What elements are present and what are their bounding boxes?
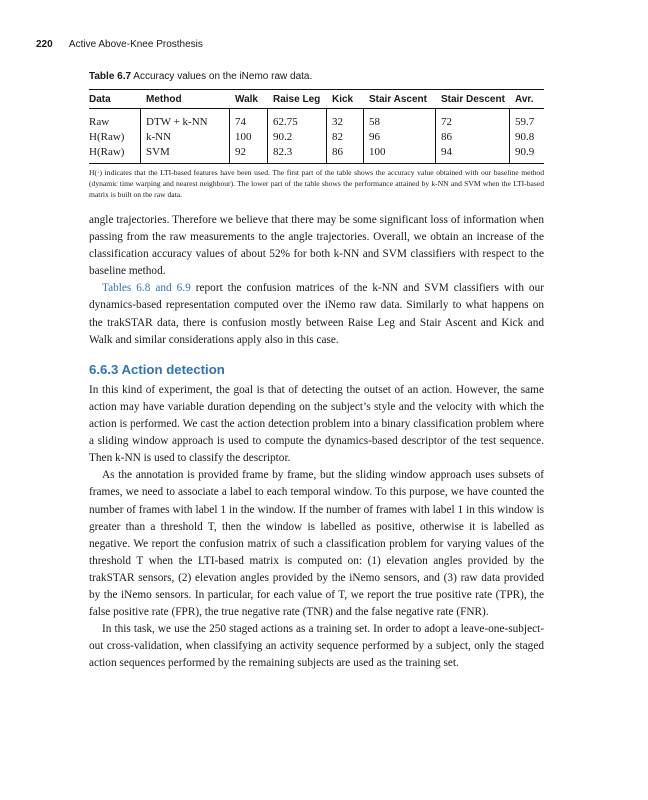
paragraph: As the annotation is provided frame by frame, but the sliding window approach uses subsets of frames, we need to associate a label to each temporal window. To this purpose, we have counted the number of frames with label 1 in the window. If the number of frames with label 1 in this window is greater than a threshold T, then the window is labelled as positive, otherwise it is labelled as negative. We report the confusion matrix of such a classification problem for varying values of the threshold T when the LTI-based matrix is computed on: (1) elevation angles provided by the trakSTAR sensors, (2) elevation angles provided by the iNemo sensors, and (3) raw data provided by the iNemo sensors. In particular, for each value of T, we report the true positive rate (TPR), the false positive rate (FPR), the true negative rate (TNR) and the false negative rate (FNR). — [89, 469, 544, 619]
page-number: 220 — [36, 39, 53, 50]
paragraph — [89, 280, 544, 348]
section-heading: 6.6.3 Action detection — [89, 361, 225, 377]
table-cell: 94 — [441, 145, 452, 158]
table-cell: SVM — [146, 145, 170, 158]
accuracy-table — [89, 89, 544, 200]
column-header: Stair Descent — [441, 94, 505, 106]
table-cell: 72 — [441, 115, 452, 128]
table-cell: 86 — [441, 130, 452, 143]
table-body — [89, 109, 544, 163]
table-row — [89, 114, 544, 129]
table-cell: 86 — [332, 145, 343, 158]
table-caption-text: Accuracy values on the iNemo raw data. — [133, 71, 313, 82]
table-cell: 58 — [369, 115, 380, 128]
paragraph-text: report the confusion matrices of the k-NN and SVM classifiers with our dynamics-based representation computed over the iNemo raw data. Similarly to what happens on the trakSTAR data, there is confusion mostly between Raise Leg and Stair Ascent and Kick and Walk and similar considerations apply also in this case. — [89, 282, 544, 346]
table-cell: 59.7 — [515, 115, 535, 128]
table-cell: 90.8 — [515, 130, 535, 143]
table-cell: H(Raw) — [89, 130, 125, 143]
column-header: Data — [89, 94, 111, 106]
table-cell: H(Raw) — [89, 145, 125, 158]
table-cell: 92 — [235, 145, 246, 158]
table-cell: 96 — [369, 130, 380, 143]
table-cell: k-NN — [146, 130, 172, 143]
table-row — [89, 144, 544, 159]
table-cell: 62.75 — [273, 115, 298, 128]
running-title: Active Above-Knee Prosthesis — [68, 39, 203, 50]
column-header: Raise Leg — [273, 94, 321, 106]
table-cell: 90.9 — [515, 145, 535, 158]
table-cell: 100 — [369, 145, 386, 158]
table-cell: 90.2 — [273, 130, 293, 143]
table-cell: 100 — [235, 130, 252, 143]
table-caption — [89, 71, 312, 82]
table-footnote: H(·) indicates that the LTI-based features have been used. The first part of the table shows the accuracy value obtained with our baseline method (dynamic time warping and nearest neighbour). The lower part of the table shows the performance attained by k-NN and SVM when the LTI-based matrix is built on the raw data. — [89, 168, 544, 200]
table-cell: Raw — [89, 115, 110, 128]
table-bottom-rule — [89, 163, 544, 164]
paragraph: angle trajectories. Therefore we believe that there may be some significant loss of information when passing from the raw measurements to the angle trajectories. Overall, we obtain an increase of the classification accuracy values of about 52% for both k-NN and SVM classifiers with respect to the baseline method. — [89, 214, 544, 278]
column-header: Method — [146, 94, 182, 106]
paragraph: In this kind of experiment, the goal is that of detecting the outset of an action. However, the same action may have variable duration depending on the subject’s style and the velocity with which the action is performed. We cast the action detection problem into a binary classification problem where a sliding window approach is used to compute the dynamics-based descriptor of the test sequence. Then k-NN is used to classify the descriptor. — [89, 383, 544, 465]
paragraph: In this task, we use the 250 staged actions as a training set. In order to adopt a leave-one-subject-out cross-validation, when classifying an activity sequence performed by a subject, only the staged action sequences performed by the remaining subjects are used as the training set. — [89, 623, 544, 670]
table-reference-link[interactable]: Tables 6.8 and 6.9 — [102, 282, 191, 295]
main-text — [89, 212, 544, 672]
table-cell: DTW + k-NN — [146, 115, 208, 128]
column-header: Kick — [332, 94, 354, 106]
table-cell: 82 — [332, 130, 343, 143]
table-header-row — [89, 90, 544, 108]
column-header: Stair Ascent — [369, 94, 427, 106]
table-label: Table 6.7 — [89, 71, 132, 82]
column-header: Walk — [235, 94, 258, 106]
column-header: Avr. — [515, 94, 534, 106]
table-cell: 74 — [235, 115, 246, 128]
table-cell: 82.3 — [273, 145, 293, 158]
table-cell: 32 — [332, 115, 343, 128]
table-row — [89, 129, 544, 144]
running-head — [36, 39, 203, 50]
